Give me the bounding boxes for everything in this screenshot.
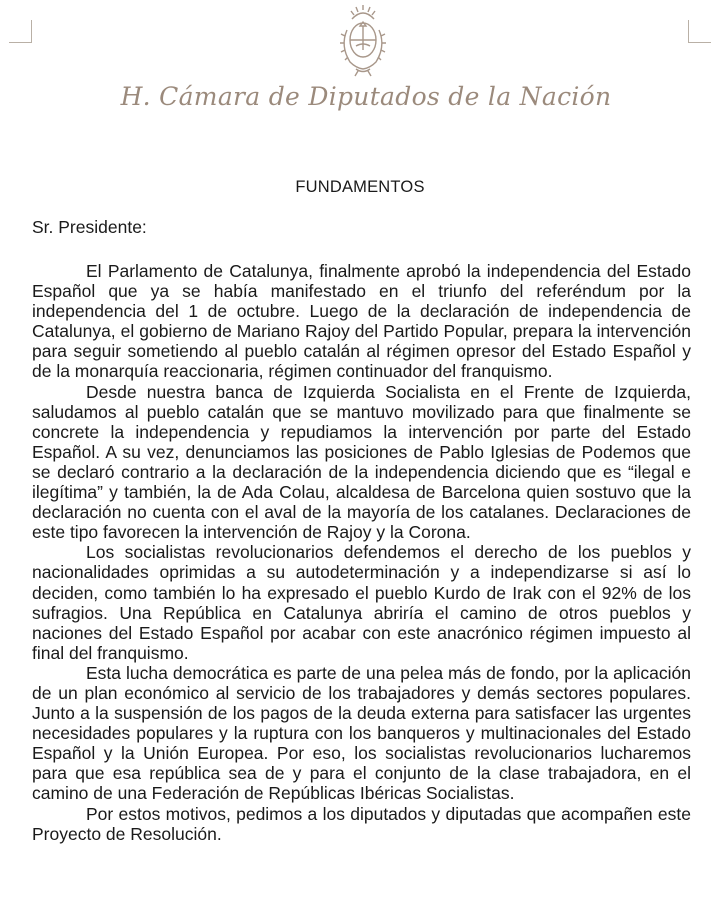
chamber-name: H. Cámara de Diputados de la Nación [120, 82, 612, 111]
paragraph: Los socialistas revolucionarios defendemos el derecho de los pueblos y nacionalidades oprimidas a su autodeterminación y a independizarse si así lo deciden, como también lo ha expresado el pueblo Kurdo de Irak con el 92% de los sufragios. Una República en Catalunya abriría el camino de otros pueblos y naciones del Estado Español por acabar con este anacrónico régimen impuesto al final del franquismo. [32, 542, 691, 663]
page-title: FUNDAMENTOS [295, 178, 425, 196]
crop-mark-top-right [688, 20, 711, 43]
argentine-coat-of-arms-icon [334, 2, 392, 78]
salutation: Sr. Presidente: [32, 217, 147, 237]
paragraph: El Parlamento de Catalunya, finalmente aprobó la independencia del Estado Español que ya se había manifestado en el triunfo del referéndum por la independencia del 1 de octubre. Luego de la declaración de independencia de Catalunya, el gobierno de Mariano Rajoy del Partido Popular, prepara la intervención para seguir sometiendo al pueblo catalán al régimen opresor del Estado Español y de la monarquía reaccionaria, régimen continuador del franquismo. [32, 261, 691, 382]
document-body [32, 261, 691, 844]
paragraph: Esta lucha democrática es parte de una pelea más de fondo, por la aplicación de un plan económico al servicio de los trabajadores y demás sectores populares. Junto a la suspensión de los pagos de la deuda externa para satisfacer las urgentes necesidades populares y la ruptura con los banqueros y multinacionales del Estado Español y la Unión Europea. Por eso, los socialistas revolucionarios lucharemos para que esa república sea de y para el conjunto de la clase trabajadora, en el camino de una Federación de Repúblicas Ibéricas Socialistas. [32, 662, 691, 804]
crop-mark-top-left [9, 20, 32, 43]
paragraph: Desde nuestra banca de Izquierda Socialista en el Frente de Izquierda, saludamos al pueblo catalán que se mantuvo movilizado para que finalmente se concrete la independencia y repudiamos la intervención por parte del Estado Español. A su vez, denunciamos las posiciones de Pablo Iglesias de Podemos que se declaró contrario a la declaración de la independencia diciendo que es “ilegal e ilegítima” y también, la de Ada Colau, alcaldesa de Barcelona quien sostuvo que la declaración no cuenta con el aval de la mayoría de los catalanes. Declaraciones de este tipo favorecen la intervención de Rajoy y la Corona. [32, 381, 691, 543]
paragraph: Por estos motivos, pedimos a los diputados y diputadas que acompañen este Proyecto de Resolución. [32, 803, 691, 844]
